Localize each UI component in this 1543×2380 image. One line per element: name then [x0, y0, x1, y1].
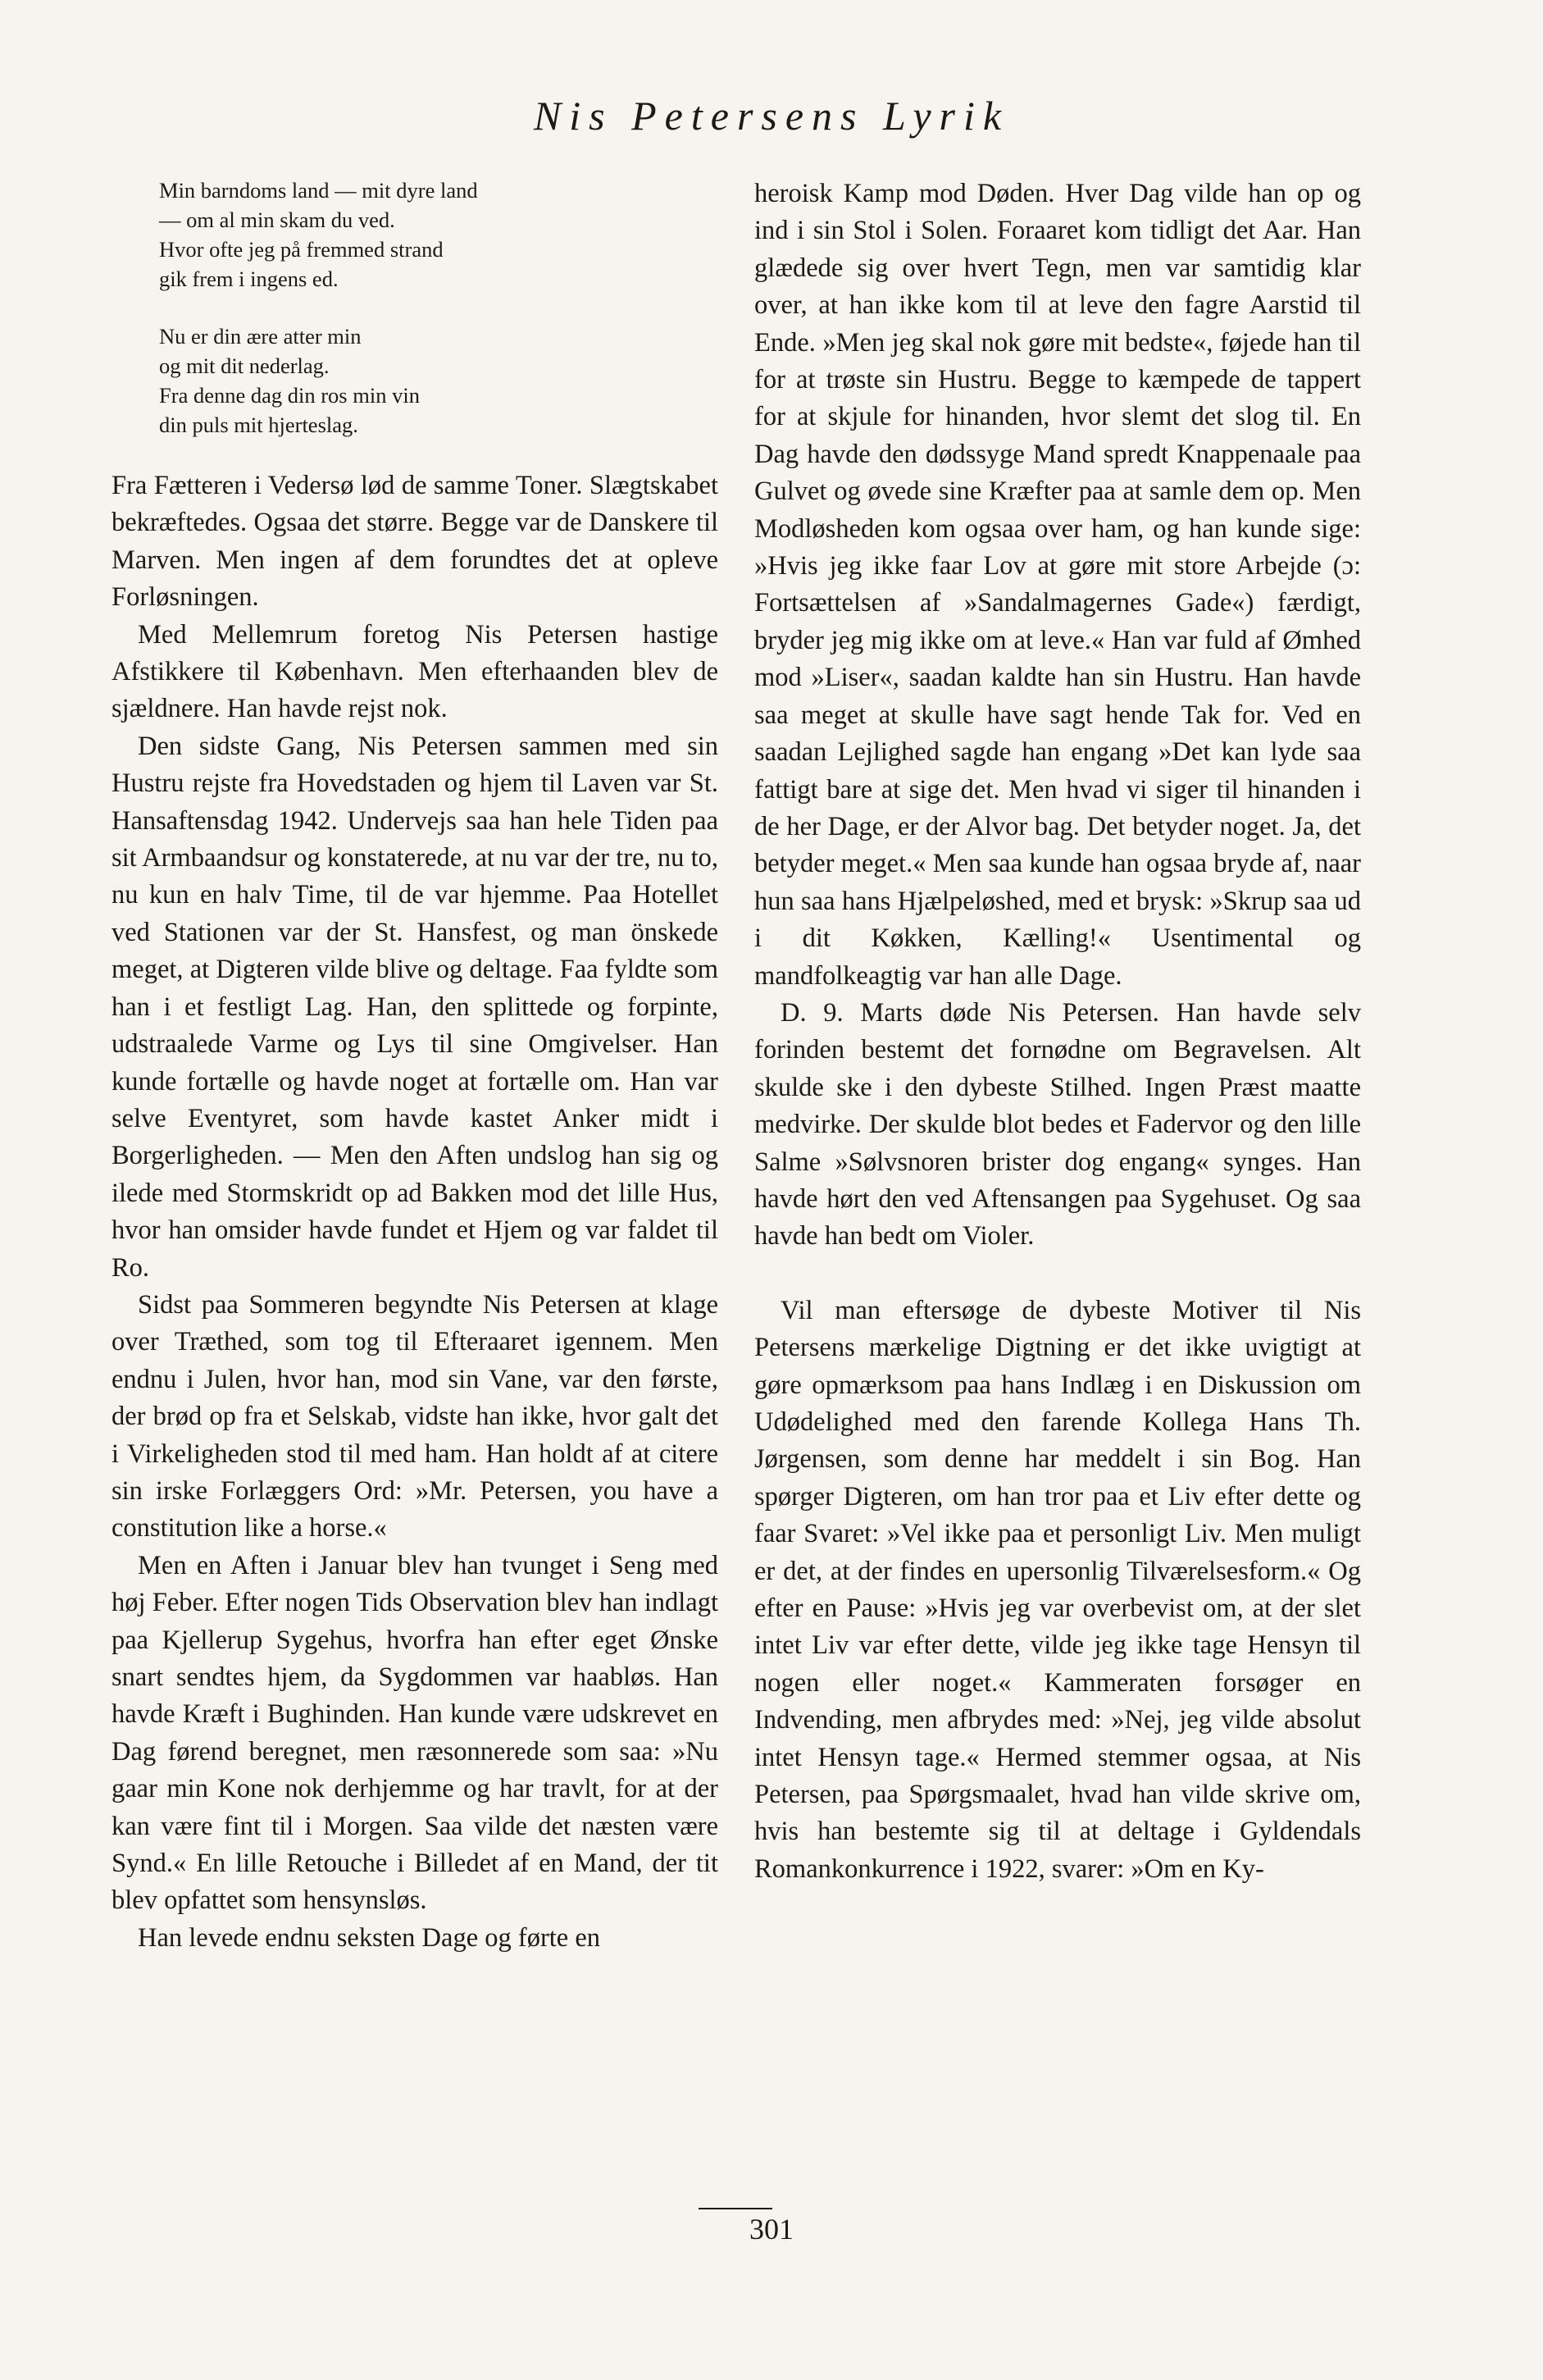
poem — [159, 176, 718, 440]
page-number: 301 — [749, 2213, 794, 2245]
poem-line: Hvor ofte jeg på fremmed strand — [159, 237, 444, 262]
paragraph: Vil man eftersøge de dybeste Motiver til Nis Petersens mærkelige Digtning er det ikke uvigtigt at gøre opmærksom paa hans Indlæg i en Diskussion om Udødelighed med den farende Kollega Hans Th. Jørgensen, som denne har meddelt i sin Bog. Han spørger Digteren, om han tror paa et Liv efter dette og faar Svaret: »Vel ikke paa et personligt Liv. Men muligt er det, at der findes en upersonlig Tilværelsesform.« Og efter en Pause: »Hvis jeg var overbevist om, at der slet intet Liv var efter dette, vilde jeg ikke tage Hensyn til nogen eller noget.« Kammeraten forsøger en Indvending, men afbrydes med: »Nej, jeg vilde absolut intet Hensyn tage.« Hermed stemmer ogsaa, at Nis Petersen, paa Spørgsmaalet, hvad han vilde skrive om, hvis han bestemte sig til at deltage i Gyldendals Romankonkurrence i 1922, svarer: »Om en Ky- — [754, 1295, 1361, 1884]
paragraph: Fra Fætteren i Vedersø lød de samme Toner. Slægtskabet bekræftedes. Ogsaa det større. Begge var de Danskere til Marven. Men ingen af dem forundtes det at opleve Forløsningen. — [112, 471, 718, 613]
poem-line: gik frem i ingens ed. — [159, 267, 339, 291]
paragraph: Men en Aften i Januar blev han tvunget i Seng med høj Feber. Efter nogen Tids Observation blev han indlagt paa Kjellerup Sygehus, hvorfra han efter eget Ønske snart sendtes hjem, da Sygdommen var haabløs. Han havde Kræft i Bughinden. Han kunde være udskrevet en Dag førend beregnet, men ræsonnerede som saa: »Nu gaar min Kone nok derhjemme og har travlt, for at der kan være fint til i Morgen. Saa vilde det næsten være Synd.« En lille Retouche i Billedet af en Mand, der tit blev opfattet som hensynsløs. — [112, 1550, 718, 1916]
poem-line: Nu er din ære atter min — [159, 324, 362, 349]
poem-line: Fra denne dag din ros min vin — [159, 383, 420, 408]
paragraph: D. 9. Marts døde Nis Petersen. Han havde selv forinden bestemt det fornødne om Begravelsen. Alt skulde ske i den dybeste Stilhed. Ingen Præst maatte medvirke. Der skulde blot bedes et Fadervor og den lille Salme »Sølvsnoren brister dog engang« synges. Han havde hørt den ved Aftensangen paa Sygehuset. Og saa havde han bedt om Violer. — [754, 997, 1361, 1252]
poem-line: og mit dit nederlag. — [159, 353, 330, 378]
poem-stanza — [159, 321, 718, 440]
poem-line: din puls mit hjerteslag. — [159, 413, 358, 437]
paragraph: Han levede endnu seksten Dage og førte en — [138, 1922, 601, 1953]
paragraph: Sidst paa Sommeren begyndte Nis Petersen at klage over Træthed, som tog til Efteraaret igennem. Men endnu i Julen, hvor han, mod sin Vane, var den første, der brød op fra et Selskab, vidste han ikke, hvor galt det i Virkeligheden stod til med ham. Han holdt af at citere sin irske Forlæggers Ord: »Mr. Petersen, you have a constitution like a horse.« — [112, 1289, 718, 1543]
left-column — [112, 176, 718, 1957]
poem-stanza — [159, 176, 718, 294]
running-title: Nis Petersens Lyrik — [533, 93, 1010, 139]
poem-line: — om al min skam du ved. — [159, 207, 395, 232]
poem-line: Min barndoms land — mit dyre land — [159, 178, 478, 203]
paragraph: Den sidste Gang, Nis Petersen sammen med sin Hustru rejste fra Hovedstaden og hjem til Laven var St. Hansaftensdag 1942. Undervejs saa han hele Tiden paa sit Armbaandsur og konstaterede, at nu var der tre, nu to, nu kun en halv Time, til de var hjemme. Paa Hotellet ved Stationen var der St. Hansfest, og man önskede meget, at Digteren vilde blive og deltage. Faa fyldte som han i et festligt Lag. Han, den splittede og forpinte, udstraalede Varme og Lys til sine Omgivelser. Han kunde fortælle og havde noget at fortælle om. Han var selve Eventyret, som havde kastet Anker midt i Borgerligheden. — Men den Aften undslog han sig og ilede med Stormskridt op ad Bakken mod det lille Hus, hvor han omsider havde fundet et Hjem og var faldet til Ro. — [112, 731, 718, 1283]
paragraph: heroisk Kamp mod Døden. Hver Dag vilde han op og ind i sin Stol i Solen. Foraaret kom tidligt det Aar. Han glædede sig over hvert Tegn, men var samtidig klar over, at han ikke kom til at leve den fagre Aarstid til Ende. »Men jeg skal nok gøre mit bedste«, føjede han til for at trøste sin Hustru. Begge to kæmpede de tappert for at skjule for hinanden, hvor slemt det slog til. En Dag havde den dødssyge Mand spredt Knappenaale paa Gulvet og øvede sine Kræfter paa at samle dem op. Men Modløsheden kom ogsaa over ham, og han kunde sige: »Hvis jeg ikke faar Lov at gøre mit store Arbejde (ɔ: Fortsættelsen af »Sandalmagernes Gade«) færdigt, bryder jeg mig ikke om at leve.« Han var fuld af Ømhed mod »Liser«, saadan kaldte han sin Hustru. Han havde saa meget at skulle have sagt hende Tak for. Ved en saadan Lejlighed sagde han engang »Det kan lyde saa fattigt bare at sige det. Men hvad vi siger til hinanden i de her Dage, er der Alvor bag. Det betyder noget. Ja, det betyder meget.« Men saa kunde han ogsaa bryde af, naar hun saa hans Hjælpeløshed, med et brysk: »Skrup saa ud i dit Køkken, Kælling!« Usentimental og mandfolkeagtig var han alle Dage. — [754, 179, 1361, 991]
page-number-rule — [699, 2208, 772, 2209]
paragraph: Med Mellemrum foretog Nis Petersen hastige Afstikkere til København. Men efterhaanden blev de sjældnere. Han havde rejst nok. — [112, 619, 718, 724]
right-column — [754, 176, 1361, 1888]
